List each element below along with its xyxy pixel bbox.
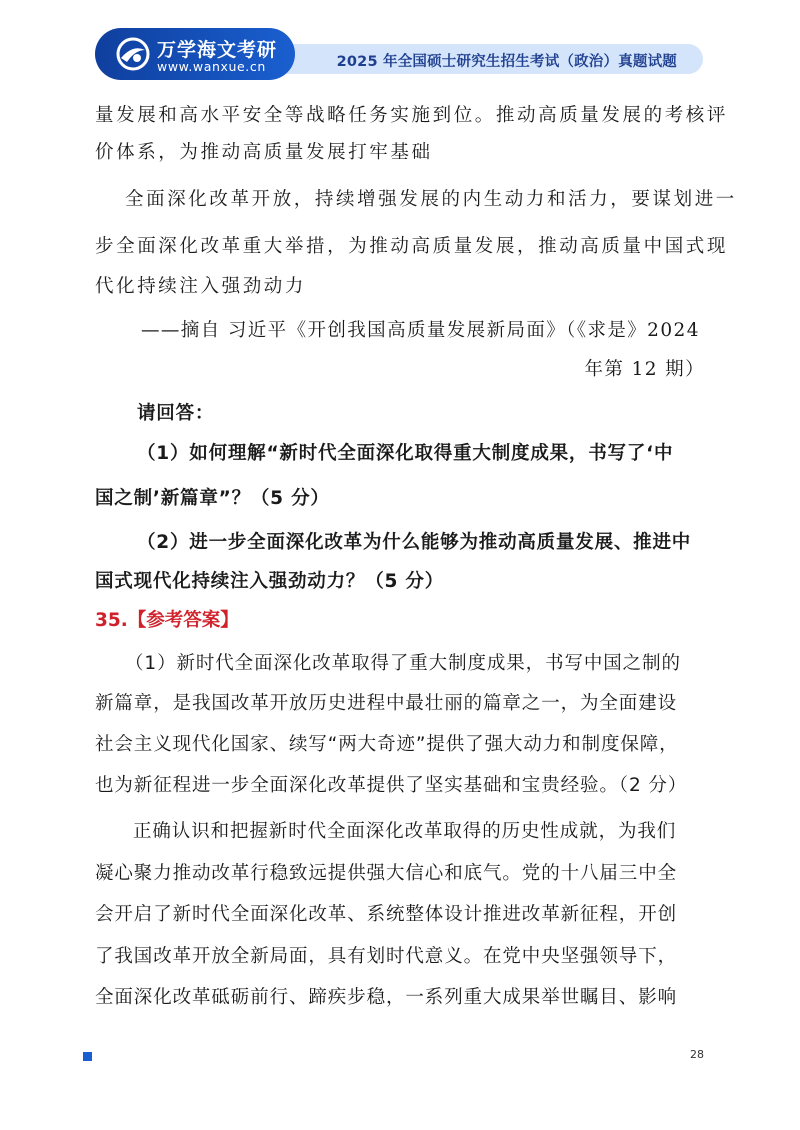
footer-marker <box>83 1052 92 1061</box>
brand-url: www.wanxue.cn <box>157 59 266 74</box>
answer-line: 正确认识和把握新时代全面深化改革取得的历史性成就，为我们 <box>133 821 677 842</box>
passage-line: 代化持续注入强劲动力 <box>95 276 307 297</box>
question-2-cont: 国式现代化持续注入强劲动力？（5 分） <box>95 571 445 592</box>
question-2: （2）进一步全面深化改革为什么能够为推动高质量发展、推进中 <box>137 532 692 553</box>
question-1-cont: 国之制’新篇章”？（5 分） <box>95 488 330 509</box>
answer-heading: 35.【参考答案】 <box>95 610 239 631</box>
page-header <box>95 28 703 80</box>
answer-line: 了我国改革开放全新局面，具有划时代意义。在党中央坚强领导下， <box>95 946 678 967</box>
brand-logo-block <box>95 28 295 80</box>
answer-line: 全面深化改革砥砺前行、蹄疾步稳，一系列重大成果举世瞩目、影响 <box>95 987 678 1008</box>
source-citation: ——摘自 习近平《开创我国高质量发展新局面》（《求是》2024 <box>141 320 700 341</box>
passage-line: 步全面深化改革重大举措，为推动高质量发展，推动高质量中国式现 <box>95 236 729 257</box>
passage-line: 全面深化改革开放，持续增强发展的内生动力和活力，要谋划进一 <box>125 189 737 210</box>
exam-title: 2025 年全国硕士研究生招生考试（政治）真题试题 <box>336 54 677 70</box>
question-1: （1）如何理解“新时代全面深化取得重大制度成果，书写了‘中 <box>137 443 674 464</box>
source-citation-cont: 年第 12 期） <box>584 359 705 380</box>
passage-line: 价体系，为推动高质量发展打牢基础 <box>95 142 433 163</box>
question-prompt: 请回答： <box>137 403 215 424</box>
page-number: 28 <box>690 1048 704 1061</box>
brand-name: 万学海文考研 <box>157 39 278 61</box>
wanxue-logo-icon <box>115 36 151 72</box>
answer-line: 也为新征程进一步全面深化改革提供了坚实基础和宝贵经验。（2 分） <box>95 775 688 796</box>
answer-line: 新篇章，是我国改革开放历史进程中最壮丽的篇章之一，为全面建设 <box>95 693 678 714</box>
answer-line: （1）新时代全面深化改革取得了重大制度成果，书写中国之制的 <box>125 653 681 674</box>
answer-line: 社会主义现代化国家、续写“两大奇迹”提供了强大动力和制度保障， <box>95 734 679 755</box>
passage-line: 量发展和高水平安全等战略任务实施到位。推动高质量发展的考核评 <box>95 105 729 126</box>
answer-line: 凝心聚力推动改革行稳致远提供强大信心和底气。党的十八届三中全 <box>95 863 678 884</box>
answer-line: 会开启了新时代全面深化改革、系统整体设计推进改革新征程，开创 <box>95 904 678 925</box>
